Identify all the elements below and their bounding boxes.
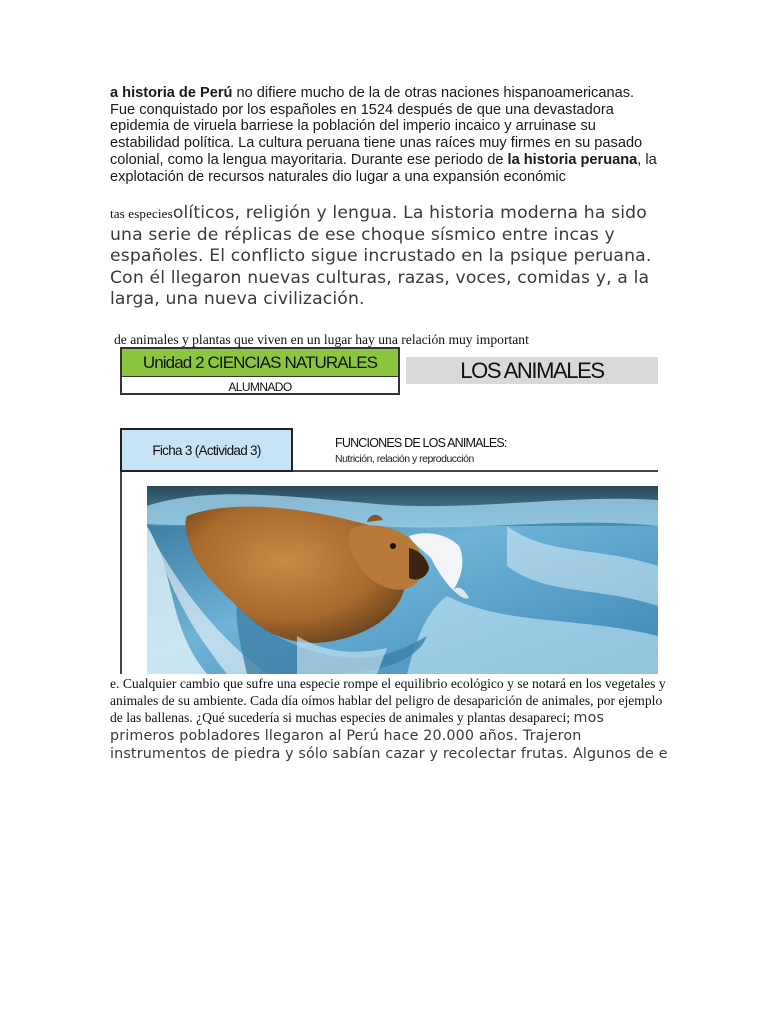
- intro-text-1: no difiere mucho de la de otras naciones hispanoamericanas. Fue conquistado por los españoles en 1524 después de que una devastadora epidemia de viruela barriese la población del imperio incaico y arruinase su estabilidad política. La cultura peruana tiene unas raíces muy firmes en su pasado colonial, como la lengua mayoritaria. Durante ese periodo de: [110, 85, 643, 168]
- history-large-text: olíticos, religión y lengua. La historia moderna ha sido una serie de réplicas de ese choque sísmico entre incas y españoles. El conflicto sigue incrustado en la psique peruana. Con él llegaron nuevas culturas, razas, voces, comidas y, a la larga, una nueva civilización.: [110, 203, 652, 309]
- functions-subtitle: Nutrición, relación y reproducción: [335, 453, 474, 465]
- ecology-line: de animales y plantas que viven en un lugar hay una relación muy important: [114, 332, 529, 347]
- unit-subtitle: ALUMNADO: [228, 379, 292, 394]
- closing-sans-text: mos primeros pobladores llegaron al Perú hace 20.000 años. Trajeron instrumentos de piedra y sólo sabían cazar y recolectar frutas. Algunos de e: [110, 710, 668, 762]
- intro-bold-mid: la historia peruana: [507, 151, 638, 168]
- intro-text-2: , la explotación de recursos naturales dio lugar a una expansión económic: [110, 151, 657, 185]
- header-rule: [293, 470, 658, 472]
- closing-serif-text: e. Cualquier cambio que sufre una especie rompe el equilibrio ecológico y se notará en los vegetales y animales de su ambiente. Cada día oímos hablar del peligro de desaparición de animales, por ejemplo de las ballenas. ¿Qué sucedería si muchas especies de animales y plantas desapareci;: [110, 676, 666, 725]
- closing-paragraph: [110, 675, 670, 763]
- bear-waterfall-photo: [147, 486, 658, 674]
- history-small-prefix: tas especies: [110, 206, 173, 221]
- animals-banner: LOS ANIMALES: [406, 357, 658, 384]
- history-paragraph: [110, 203, 670, 311]
- intro-paragraph: [110, 85, 662, 185]
- ficha-box: Ficha 3 (Actividad 3): [120, 428, 293, 472]
- unit-header-box: [120, 347, 400, 395]
- unit-title: Unidad 2 CIENCIAS NATURALES: [122, 349, 398, 377]
- intro-bold-start: a historia de Perú: [110, 85, 233, 101]
- functions-title: FUNCIONES DE LOS ANIMALES:: [335, 436, 507, 450]
- left-rule: [120, 472, 122, 674]
